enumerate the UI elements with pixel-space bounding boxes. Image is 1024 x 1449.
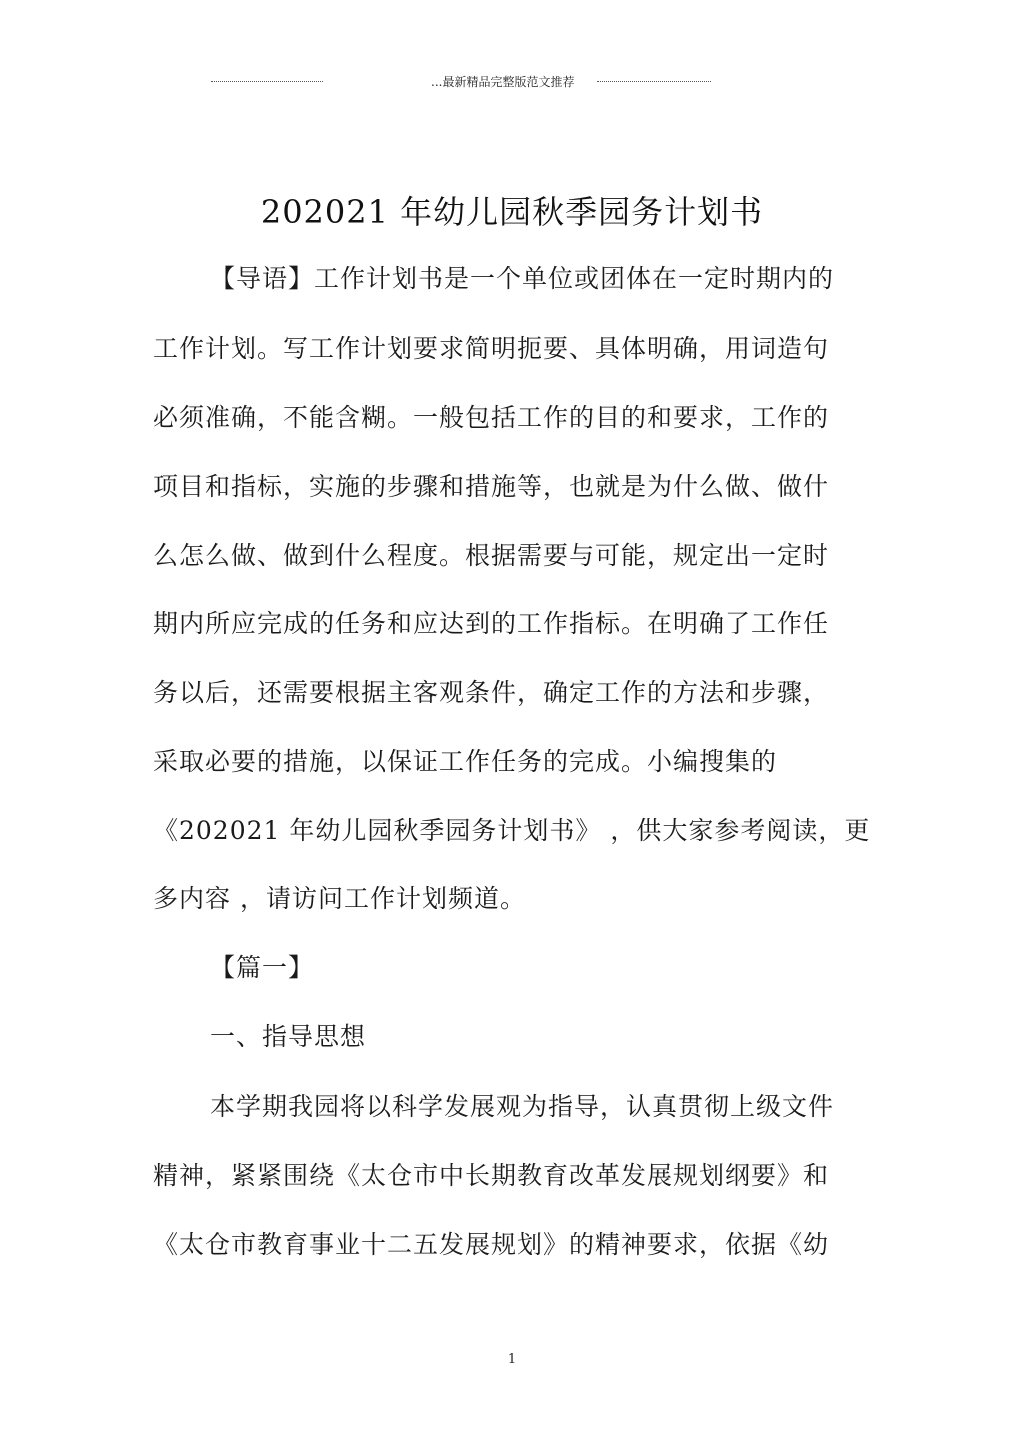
section-subheading: 一、指导思想 (210, 1022, 367, 1051)
section-line: 精神，紧紧围绕《太仓市中长期教育改革发展规划纲要》和 (153, 1161, 830, 1190)
section-heading: 【篇一】 (210, 953, 315, 982)
intro-line: 项目和指标，实施的步骤和措施等，也就是为什么做、做什 (153, 472, 830, 501)
intro-line: 多内容 ，请访问工作计划频道。 (153, 884, 526, 913)
header-dotted-rule-left (211, 81, 323, 82)
section-line: 《太仓市教育事业十二五发展规划》的精神要求，依据《幼 (153, 1230, 830, 1259)
intro-line: 期内所应完成的任务和应达到的工作指标。在明确了工作任 (153, 609, 830, 638)
intro-line: 么怎么做、做到什么程度。根据需要与可能，规定出一定时 (153, 541, 830, 570)
intro-line: 务以后，还需要根据主客观条件，确定工作的方法和步骤， (153, 678, 830, 707)
page-header (0, 74, 1024, 92)
intro-line: 必须准确，不能含糊。一般包括工作的目的和要求，工作的 (153, 403, 830, 432)
document-title: 202021 年幼儿园秋季园务计划书 (260, 193, 764, 231)
header-dotted-rule-right (597, 81, 711, 82)
header-text: ...最新精品完整版范文推荐 (431, 75, 575, 89)
page-number: 1 (507, 1352, 517, 1367)
intro-line: 《202021 年幼儿园秋季园务计划书》 ，供大家参考阅读，更 (153, 816, 871, 845)
intro-line: 【导语】工作计划书是一个单位或团体在一定时期内的 (210, 264, 835, 293)
intro-line: 采取必要的措施，以保证工作任务的完成。小编搜集的 (153, 747, 778, 776)
intro-line: 工作计划。写工作计划要求简明扼要、具体明确，用词造句 (153, 334, 830, 363)
section-line: 本学期我园将以科学发展观为指导，认真贯彻上级文件 (210, 1092, 835, 1121)
